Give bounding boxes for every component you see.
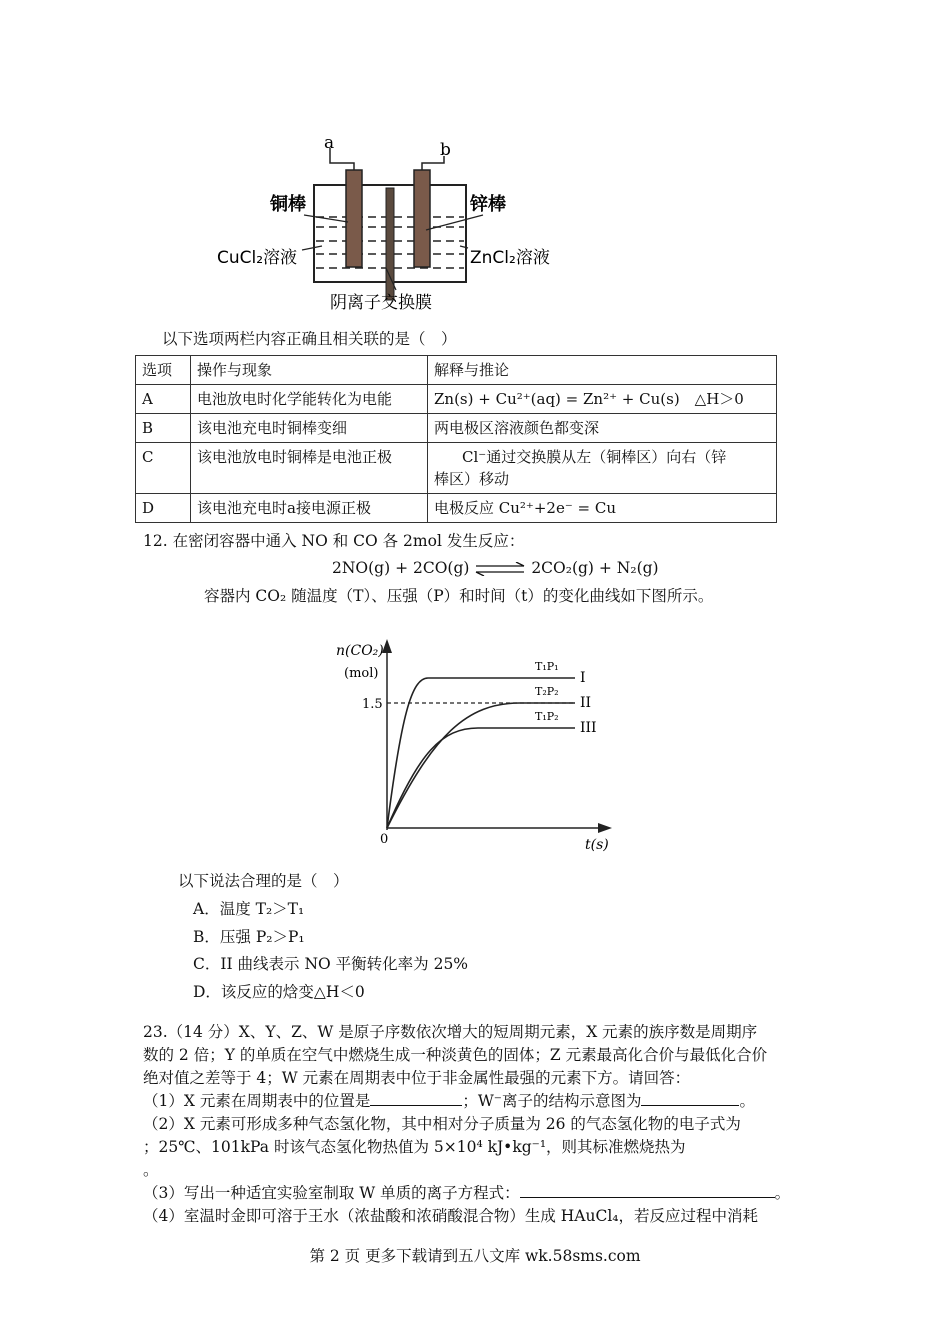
- q23-line: 23.（14 分）X、Y、Z、W 是原子序数依次增大的短周期元素，X 元素的族序数是周期序: [143, 1023, 758, 1041]
- q23-part2: （2）X 元素可形成多种气态氢化物，其中相对分子质量为 26 的气态氢化物的电子式为: [143, 1115, 741, 1133]
- answer-blank[interactable]: [520, 1196, 775, 1198]
- q12-stem: 12. 在密闭容器中通入 NO 和 CO 各 2mol 发生反应：: [143, 532, 525, 550]
- option-letter: D: [136, 494, 191, 523]
- header-cell: 操作与现象: [191, 356, 428, 385]
- answer-blank[interactable]: [370, 1104, 462, 1106]
- options-table: [135, 355, 777, 523]
- q23-line: 绝对值之差等于 4；W 元素在周期表中位于非金属性最强的元素下方。请回答：: [143, 1069, 691, 1087]
- equilibrium-arrow-icon: [474, 562, 526, 576]
- origin-label: 0: [380, 832, 389, 847]
- q23-part3-text: （3）写出一种适宜实验室制取 W 单质的离子方程式：: [143, 1184, 520, 1202]
- q12-option-b: B．压强 P₂＞P₁: [193, 928, 305, 946]
- option-letter: A: [136, 385, 191, 414]
- table-row: [136, 494, 777, 523]
- explanation-line: 棒区）移动: [434, 470, 510, 488]
- explanation-cell: 两电极区溶液颜色都变深: [428, 414, 777, 443]
- operation-cell: 电池放电时化学能转化为电能: [191, 385, 428, 414]
- q12-option-a: A．温度 T₂＞T₁: [193, 900, 305, 918]
- label-cu-rod: 铜棒: [270, 194, 306, 215]
- table-row: [136, 385, 777, 414]
- q12-desc: 容器内 CO₂ 随温度（T）、压强（P）和时间（t）的变化曲线如下图所示。: [204, 587, 714, 605]
- equation-left: 2NO(g) + 2CO(g): [332, 559, 470, 577]
- copper-rod: [346, 170, 362, 267]
- operation-cell: 该电池充电时a接电源正极: [191, 494, 428, 523]
- label-zncl2: ZnCl₂溶液: [470, 248, 550, 268]
- q23-part1-text: （1）X 元素在周期表中的位置是: [143, 1092, 371, 1110]
- option-letter: B: [136, 414, 191, 443]
- series-condition-label: T₂P₂: [535, 685, 559, 698]
- label-b: b: [440, 140, 451, 160]
- y-axis-unit: (mol): [344, 666, 379, 681]
- y-tick-label: 1.5: [362, 697, 383, 712]
- q23-part3: [143, 1182, 808, 1205]
- q12-option-d: D．该反应的焓变△H＜0: [193, 983, 365, 1001]
- q12-option-c: C．II 曲线表示 NO 平衡转化率为 25%: [193, 955, 469, 973]
- series-roman-label: II: [580, 695, 592, 711]
- page-footer: 第 2 页 更多下载请到五八文库 wk.58sms.com: [309, 1247, 641, 1265]
- q11-prompt: 以下选项两栏内容正确且相关联的是（ ）: [162, 330, 457, 348]
- series-condition-label: T₁P₁: [535, 660, 559, 673]
- q12-question: 以下说法合理的是（ ）: [178, 872, 349, 890]
- series-layer: [387, 660, 597, 828]
- q23-part2: 。: [143, 1161, 159, 1179]
- q23-part1-text: 。: [739, 1092, 755, 1110]
- series-roman-label: III: [580, 720, 597, 736]
- series-line-1: [387, 678, 575, 828]
- q23-part2: ；25℃、101kPa 时该气态氢化物热值为 5×10⁴ kJ•kg⁻¹，则其标准燃烧热为: [143, 1138, 686, 1156]
- series-roman-label: I: [580, 670, 586, 686]
- table-header: [136, 356, 777, 385]
- operation-cell: 该电池充电时铜棒变细: [191, 414, 428, 443]
- table-row: [136, 414, 777, 443]
- header-cell: 选项: [136, 356, 191, 385]
- q23-part4: （4）室温时金即可溶于王水（浓盐酸和浓硝酸混合物）生成 HAuCl₄，若反应过程中消耗: [143, 1207, 759, 1225]
- table-row: [136, 443, 777, 494]
- co2-time-chart: [330, 635, 630, 860]
- answer-blank[interactable]: [641, 1104, 739, 1106]
- q12-equation: [332, 557, 659, 579]
- option-letter: C: [136, 443, 191, 494]
- q23-part1: [143, 1090, 808, 1113]
- q23-line: 数的 2 倍；Y 的单质在空气中燃烧生成一种淡黄色的固体；Z 元素最高化合价与最低化合价: [143, 1046, 768, 1064]
- equation-right: 2CO₂(g) + N₂(g): [531, 559, 659, 577]
- series-condition-label: T₁P₂: [535, 710, 559, 723]
- header-cell: 解释与推论: [428, 356, 777, 385]
- label-membrane: 阴离子交换膜: [330, 293, 432, 313]
- q23-part1-text: ；W⁻离子的结构示意图为: [462, 1092, 642, 1110]
- explanation-cell: 电极反应 Cu²⁺+2e⁻ = Cu: [428, 494, 777, 523]
- explanation-line: Cl⁻通过交换膜从左（铜棒区）向右（锌: [462, 448, 727, 466]
- explanation-cell: [428, 443, 777, 494]
- operation-cell: 该电池放电时铜棒是电池正极: [191, 443, 428, 494]
- explanation-cell: Zn(s) + Cu²⁺(aq) = Zn²⁺ + Cu(s) △H＞0: [428, 385, 777, 414]
- x-axis-arrow-icon: [598, 823, 612, 833]
- zinc-rod: [414, 170, 430, 267]
- label-zn-rod: 锌棒: [470, 194, 506, 215]
- q23-part3-text: 。: [774, 1184, 791, 1202]
- y-axis-label-text: n(CO₂): [336, 643, 384, 659]
- x-axis-label: t(s): [585, 837, 609, 853]
- label-a: a: [324, 133, 335, 153]
- y-axis-label: [336, 643, 384, 659]
- label-cucl2: CuCl₂溶液: [217, 248, 298, 268]
- q23-block: [143, 1021, 808, 1228]
- cell-figure: [200, 130, 580, 320]
